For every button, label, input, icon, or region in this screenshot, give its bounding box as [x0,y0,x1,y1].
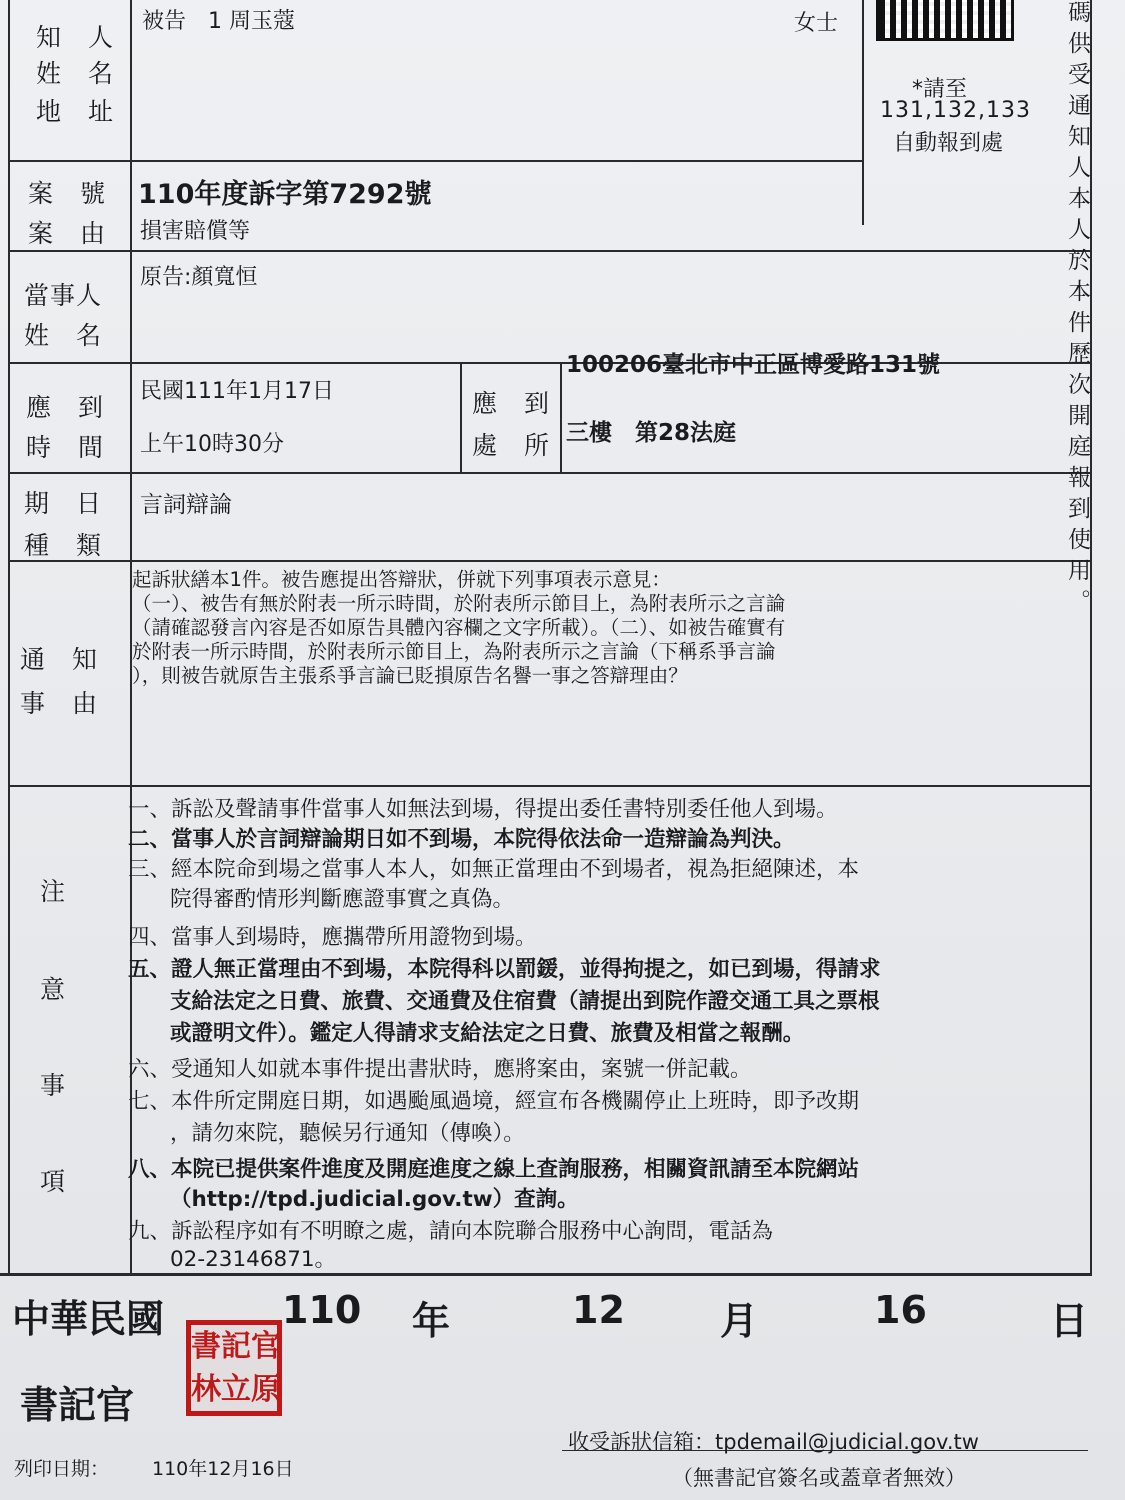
vertical-note: 碼供受通知人本人於本件歷次開庭報到使用。 [1064,0,1090,620]
label-attention-3: 事 [40,1071,67,1100]
notice-line: ），則被告就原告主張系爭言論已貶損原告名譽一事之答辯理由？ [132,664,688,687]
stamp-char: 書 [191,1328,221,1364]
date-year: 110 [282,1288,362,1332]
notice-line: （請確認發言內容是否如原告具體內容欄之文字所載）。（二）、如被告確實有 [132,616,786,639]
attention-item: 一、訴訟及聲請事件當事人如無法到場，得提出委任書特別委任他人到場。 [128,797,838,822]
label-appear-time-2: 時 間 [26,433,105,462]
appear-address: 100206臺北市中正區博愛路131號 [566,352,941,378]
recipient-name: 被告 1 周玉蔻 [142,9,295,34]
attention-item: 四、當事人到場時，應攜帶所用證物到場。 [128,925,537,950]
case-number: 110年度訴字第7292號 [138,179,432,210]
date-month-unit: 月 [720,1299,759,1343]
label-recipient-2: 姓 名 [36,59,115,88]
party-plaintiff: 原告:顏寬恒 [140,265,258,290]
attention-item: 九、訴訟程序如有不明瞭之處，請向本院聯合服務中心詢問，電話為 [128,1219,774,1244]
attention-item: 支給法定之日費、旅費、交通費及住宿費（請提出到院作證交通工具之票根 [170,989,880,1014]
attention-item: 02-23146871。 [170,1247,337,1272]
date-day: 16 [874,1288,927,1332]
label-attention-1: 注 [40,877,67,906]
label-party-2: 姓 名 [24,321,103,350]
qr-code-icon [876,0,1014,41]
date-era: 中華民國 [12,1297,165,1341]
appear-date: 民國111年1月17日 [140,379,334,404]
label-session-1: 期 日 [24,489,103,518]
attention-item: 三、經本院命到場之當事人本人，如無正當理由不到場者，視為拒絕陳述，本 [128,857,860,882]
label-case-no: 案 號 [28,179,107,208]
notice-line: 起訴狀繕本1件。被告應提出答辯狀，併就下列事項表示意見： [132,568,671,591]
stamp-char: 林 [191,1371,221,1407]
clerk-title: 書記官 [20,1383,135,1427]
session-type: 言詞辯論 [140,492,232,518]
footer-invalid-note: （無書記官簽名或蓋章者無效） [672,1466,966,1490]
stamp-char: 記 [221,1328,251,1364]
attention-item: 二、當事人於言詞辯論期日如不到場，本院得依法命一造辯論為判決。 [128,827,795,852]
stamp-char: 原 [251,1371,281,1407]
checkin-line1: *請至 [912,77,968,102]
label-party-1: 當事人 [24,281,103,310]
label-attention-4: 項 [40,1167,67,1196]
label-appear-place-2: 處 所 [472,431,551,460]
label-recipient-3: 地 址 [36,97,115,126]
label-appear-place-1: 應 到 [472,389,551,418]
attention-item: 七、本件所定開庭日期，如遇颱風過境，經宣布各機關停止上班時，即予改期 [128,1089,860,1114]
label-notice-2: 事 由 [20,689,99,718]
notice-line: 於附表一所示時間，於附表所示節目上，為附表所示之言論（下稱系爭言論 [132,640,776,663]
footer-print-label: 列印日期： [14,1458,110,1480]
footer-email: 收受訴狀信箱：tpdemail@judicial.gov.tw [568,1430,979,1454]
label-appear-time-1: 應 到 [26,393,105,422]
label-session-2: 種 類 [24,531,103,560]
attention-item: ，請勿來院，聽候另行通知（傳喚）。 [170,1121,525,1146]
notice-line: （一）、被告有無於附表一所示時間，於附表所示節目上，為附表所示之言論 [132,592,786,615]
recipient-title: 女士 [794,11,839,36]
date-year-unit: 年 [412,1299,451,1343]
attention-item: 六、受通知人如就本事件提出書狀時，應將案由，案號一併記載。 [128,1057,752,1082]
attention-item: （http://tpd.judicial.gov.tw）查詢。 [170,1187,579,1212]
label-case-reason: 案 由 [28,219,107,248]
date-month: 12 [572,1288,625,1332]
appear-room: 三樓 第28法庭 [566,420,737,446]
stamp-char: 立 [221,1371,251,1407]
date-day-unit: 日 [1050,1299,1089,1343]
label-attention-2: 意 [40,975,67,1004]
clerk-seal-stamp [186,1320,282,1416]
label-notice-1: 通 知 [20,645,99,674]
attention-item: 八、本院已提供案件進度及開庭進度之線上查詢服務，相關資訊請至本院網站 [128,1157,860,1182]
attention-item: 或證明文件）。鑑定人得請求支給法定之日費、旅費及相當之報酬。 [170,1021,805,1046]
label-recipient-1: 知 人 [36,23,115,52]
attention-item: 五、證人無正當理由不到場，本院得科以罰鍰，並得拘提之，如已到場，得請求 [128,957,881,982]
checkin-line3: 自動報到處 [893,131,1004,156]
appear-time: 上午10時30分 [140,432,284,457]
case-reason: 損害賠償等 [140,219,251,244]
stamp-char: 官 [251,1328,281,1364]
footer-print-date: 110年12月16日 [152,1458,294,1480]
attention-item: 院得審酌情形判斷應證事實之真偽。 [170,887,515,912]
checkin-line2: 131,132,133 [880,98,1031,123]
